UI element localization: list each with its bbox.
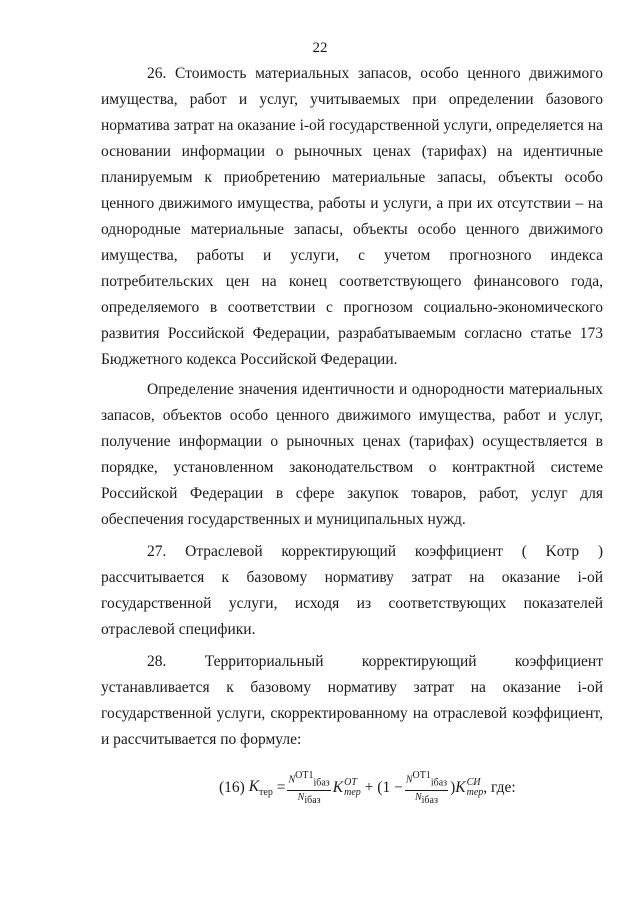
formula-k-si: K СИ тер [455,777,484,798]
paragraph-identity: Определение значения идентичности и однородности материальных запасов, объектов особо ценного движимого имущества, работ и услуг, получение информации о рыночных ценах (тарифах) осуществляется в порядке, установленном законодательством о контрактной системе Российской Федерации в сфере закупок товаров, работ, услуг для обеспечения государственных и муниципальных нужд. [101,381,603,528]
formula-plus: + [364,779,374,796]
formula-fraction-2: $\frac{N^{ОТ1}_{iбаз}}{N_{iбаз}}$ [405,770,448,806]
formula-lhs: $K_{тер}$ [248,777,273,799]
paragraph-28: 28. Территориальный корректирующий коэффициент устанавливается к базовому нормативу затрат на оказание i-ой государственной услуги, скорректированному на отраслевой коэффициент, и рассчитывается по формуле: [101,653,603,748]
formula-suffix: , где: [483,779,516,796]
formula-number: (16) [219,779,245,796]
document-body [101,61,603,753]
formula-fraction-1: $\frac{N^{ОТ1}_{iбаз}}{N_{iбаз}}$ [288,770,330,806]
formula-k-ot: K ОТ тер [332,777,361,798]
formula-equals: = [276,779,286,796]
page-number: 22 [312,40,328,56]
paragraph-27: 27. Отраслевой корректирующий коэффициент ( Kотр ) рассчитывается к базовому нормативу затрат на оказание i-ой государственной услуги, исходя из соответствующих показателей отраслевой специфики. [101,543,603,638]
formula-close-paren: ) [450,779,456,796]
formula-line [219,768,516,808]
formula-open-paren: (1 − [377,779,403,796]
paragraph-26: 26. Стоимость материальных запасов, особо ценного движимого имущества, работ и услуг, учитываемых при определении базового норматива затрат на оказание i-ой государственной услуги, определяется на основании информации о рыночных ценах (тарифах) на идентичные планируемым к приобретению материальные запасы, объекты особо ценного движимого имущества, работы и услуги, а при их отсутствии – на однородные материальные запасы, объекты особо ценного движимого имущества, работы и услуги, с учетом прогнозного индекса потребительских цен на конец соответствующего финансового года, определяемого в соответствии с прогнозом социально-экономического развития Российской Федерации, разрабатываемым согласно статье 173 Бюджетного кодекса Российской Федерации. [101,65,603,368]
